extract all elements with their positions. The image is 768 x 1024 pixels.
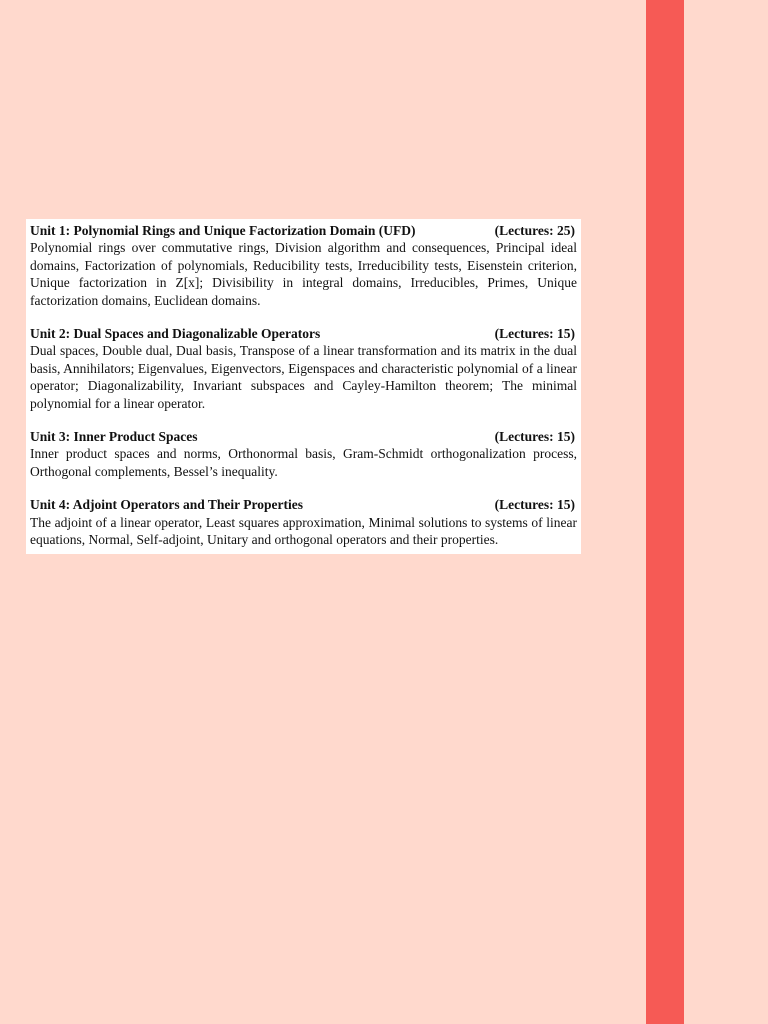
unit-2-description: Dual spaces, Double dual, Dual basis, Transpose of a linear transformation and its matrix in the dual basis, Annihilators; Eigenvalues, Eigenvectors, Eigenspaces and characteristic polynomial of a linear operator; Diagonalizability, Invariant subspaces and Cayley-Hamilton theorem; The minimal polynomial for a linear operator. — [30, 343, 577, 411]
unit-3-lectures: (Lectures: 15) — [494, 429, 575, 445]
unit-4-description: The adjoint of a linear operator, Least squares approximation, Minimal solutions to systems of linear equations, Normal, Self-adjoint, Unitary and orthogonal operators and their properties. — [30, 514, 577, 548]
unit-3-section — [30, 428, 577, 480]
unit-2-header — [30, 325, 577, 342]
unit-2-title: Unit 2: Dual Spaces and Diagonalizable Operators — [30, 326, 321, 342]
unit-1-title: Unit 1: Polynomial Rings and Unique Factorization Domain (UFD) — [30, 223, 416, 238]
unit-3-title: Unit 3: Inner Product Spaces — [30, 429, 198, 445]
unit-4-section — [30, 496, 577, 548]
unit-4-header — [30, 496, 577, 513]
unit-1-description: Polynomial rings over commutative rings, Division algorithm and consequences, Principal ideal domains, Factorization of polynomials, Reducibility tests, Irreducibility tests, Eisenstein criterion, Unique factorization in Z[x]; Divisibility in integral domains, Irreducibles, Primes, Unique factorization domains, Euclidean domains. — [30, 240, 577, 308]
unit-4-lectures: (Lectures: 15) — [494, 497, 575, 513]
unit-3-description: Inner product spaces and norms, Orthonormal basis, Gram-Schmidt orthogonalization process, Orthogonal complements, Bessel’s inequality. — [30, 446, 577, 479]
accent-stripe — [646, 0, 684, 1024]
unit-3-header — [30, 428, 577, 445]
unit-1-lectures: (Lectures: 25) — [494, 223, 575, 238]
unit-1-header — [30, 222, 577, 239]
unit-4-title: Unit 4: Adjoint Operators and Their Properties — [30, 497, 303, 513]
unit-2-lectures: (Lectures: 15) — [494, 326, 575, 342]
unit-2-section — [30, 325, 577, 412]
syllabus-card — [26, 219, 581, 554]
unit-1-section — [30, 222, 577, 309]
